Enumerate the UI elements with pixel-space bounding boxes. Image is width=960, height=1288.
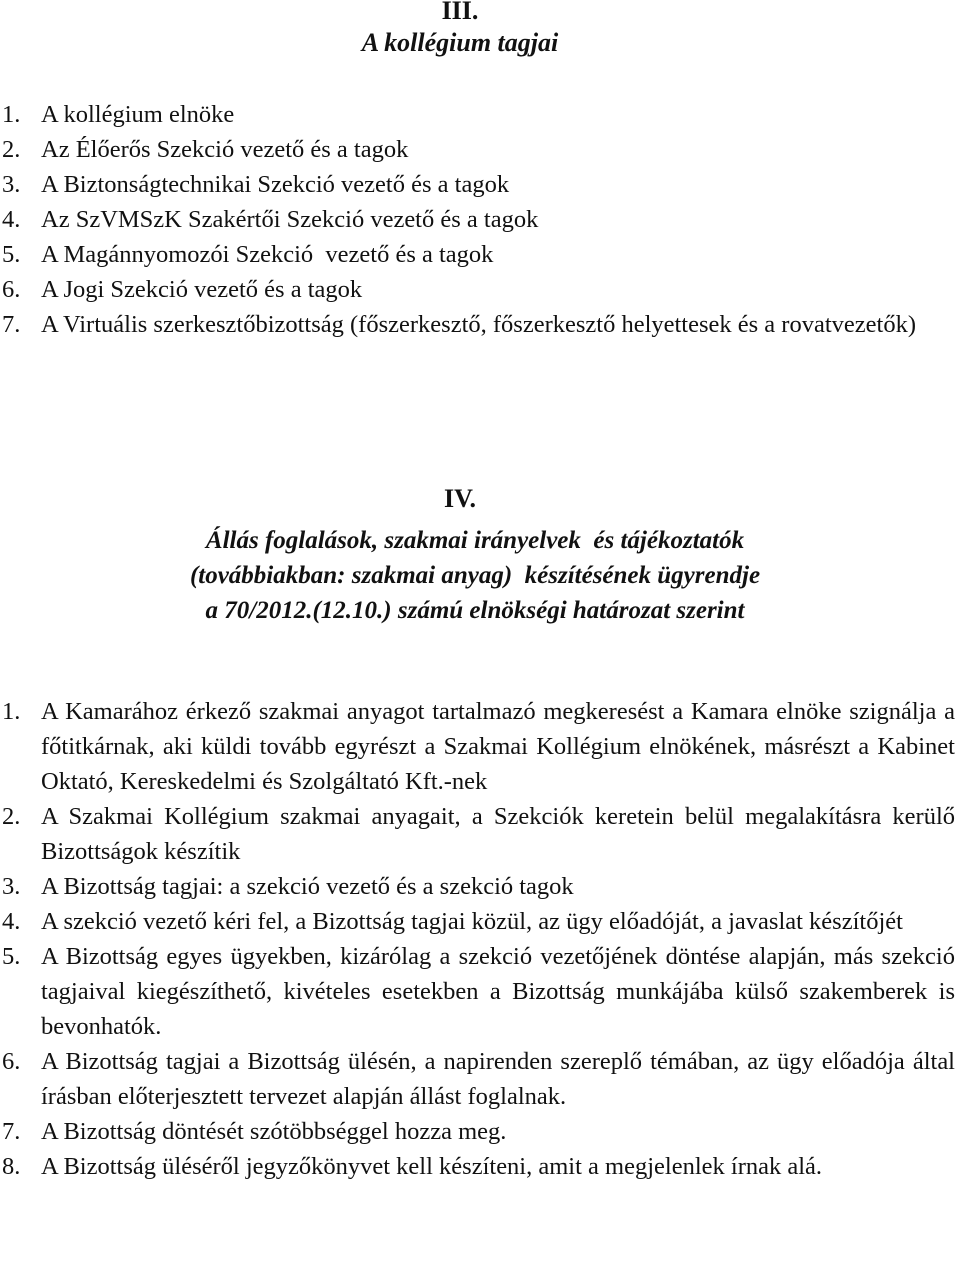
list-item [0,694,955,799]
list-item-number: 8. [2,1153,21,1180]
list-item-text: A Magánnyomozói Szekció vezető és a tagok [41,241,494,268]
list-item-number: 4. [2,206,21,233]
list-item-number: 5. [2,241,21,268]
section-3-title: A kollégium tagjai [361,28,559,57]
list-item [0,904,955,939]
list-item-text: A Virtuális szerkesztőbizottság (főszerkesztő, főszerkesztő helyettesek és a rovatvezetők) [41,311,916,338]
list-item-number: 1. [2,101,21,128]
list-item-number: 3. [2,171,21,198]
list-item-number: 6. [2,1048,21,1075]
list-item-text: A Bizottság tagjai a Bizottság ülésén, a napirenden szereplő témában, az ügy előadója által írásban előterjesztett tervezet alapján állást foglalnak. [41,1048,955,1110]
list-item-text: A Bizottság üléséről jegyzőkönyvet kell készíteni, amit a megjelenlek írnak alá. [41,1153,823,1180]
list-item [0,132,955,167]
list-item-text: A Jogi Szekció vezető és a tagok [41,276,363,303]
section-4-title-line: (továbbiakban: szakmai anyag) készítésének ügyrendje [189,562,761,589]
list-item [0,97,955,132]
list-item [0,869,955,904]
list-item-text: A Biztonságtechnikai Szekció vezető és a tagok [41,171,510,198]
list-item-number: 6. [2,276,21,303]
list-item-text: A Kamarához érkező szakmai anyagot tartalmazó megkeresést a Kamara elnöke szignálja a főtitkárnak, aki küldi tovább egyrészt a Szakmai Kollégium elnökének, másrészt a Kabinet Oktató, Kereskedelmi és Szolgáltató Kft.-nek [41,698,955,795]
list-item-number: 5. [2,943,21,970]
list-item [0,202,955,237]
list-item-text: Az Élőerős Szekció vezető és a tagok [41,136,409,163]
section-4-list [0,694,955,1184]
section-4-title [90,523,860,628]
list-item [0,167,955,202]
section-4-title-line: a 70/2012.(12.10.) számú elnökségi határozat szerint [205,597,745,624]
section-3-number: III. [441,0,479,25]
list-item-number: 2. [2,803,21,830]
list-item-number: 2. [2,136,21,163]
list-item-text: A Bizottság döntését szótöbbséggel hozza meg. [41,1118,507,1145]
list-item [0,307,955,342]
list-item-number: 3. [2,873,21,900]
list-item-text: A Bizottság egyes ügyekben, kizárólag a szekció vezetőjének döntése alapján, más szekció tagjaival kiegészíthető, kivételes esetekben a Bizottság munkájába külső szakemberek is bevonhatók. [41,943,955,1040]
list-item [0,939,955,1044]
list-item [0,1044,955,1114]
list-item [0,1114,955,1149]
section-3-list [0,97,955,342]
list-item-text: Az SzVMSzK Szakértői Szekció vezető és a tagok [41,206,539,233]
list-item-number: 7. [2,311,21,338]
list-item-text: A Bizottság tagjai: a szekció vezető és a szekció tagok [41,873,574,900]
list-item [0,799,955,869]
list-item [0,237,955,272]
list-item-number: 1. [2,698,21,725]
list-item-text: A szekció vezető kéri fel, a Bizottság tagjai közül, az ügy előadóját, a javaslat készítőjét [41,908,903,935]
list-item-number: 7. [2,1118,21,1145]
list-item-number: 4. [2,908,21,935]
list-item-text: A Szakmai Kollégium szakmai anyagait, a Szekciók keretein belül megalakításra kerülő Bizottságok készítik [41,803,955,865]
list-item [0,272,955,307]
section-4-number: IV. [443,484,477,513]
list-item [0,1149,955,1184]
list-item-text: A kollégium elnöke [41,101,235,128]
section-4-title-line: Állás foglalások, szakmai irányelvek és tájékoztatók [205,527,745,554]
